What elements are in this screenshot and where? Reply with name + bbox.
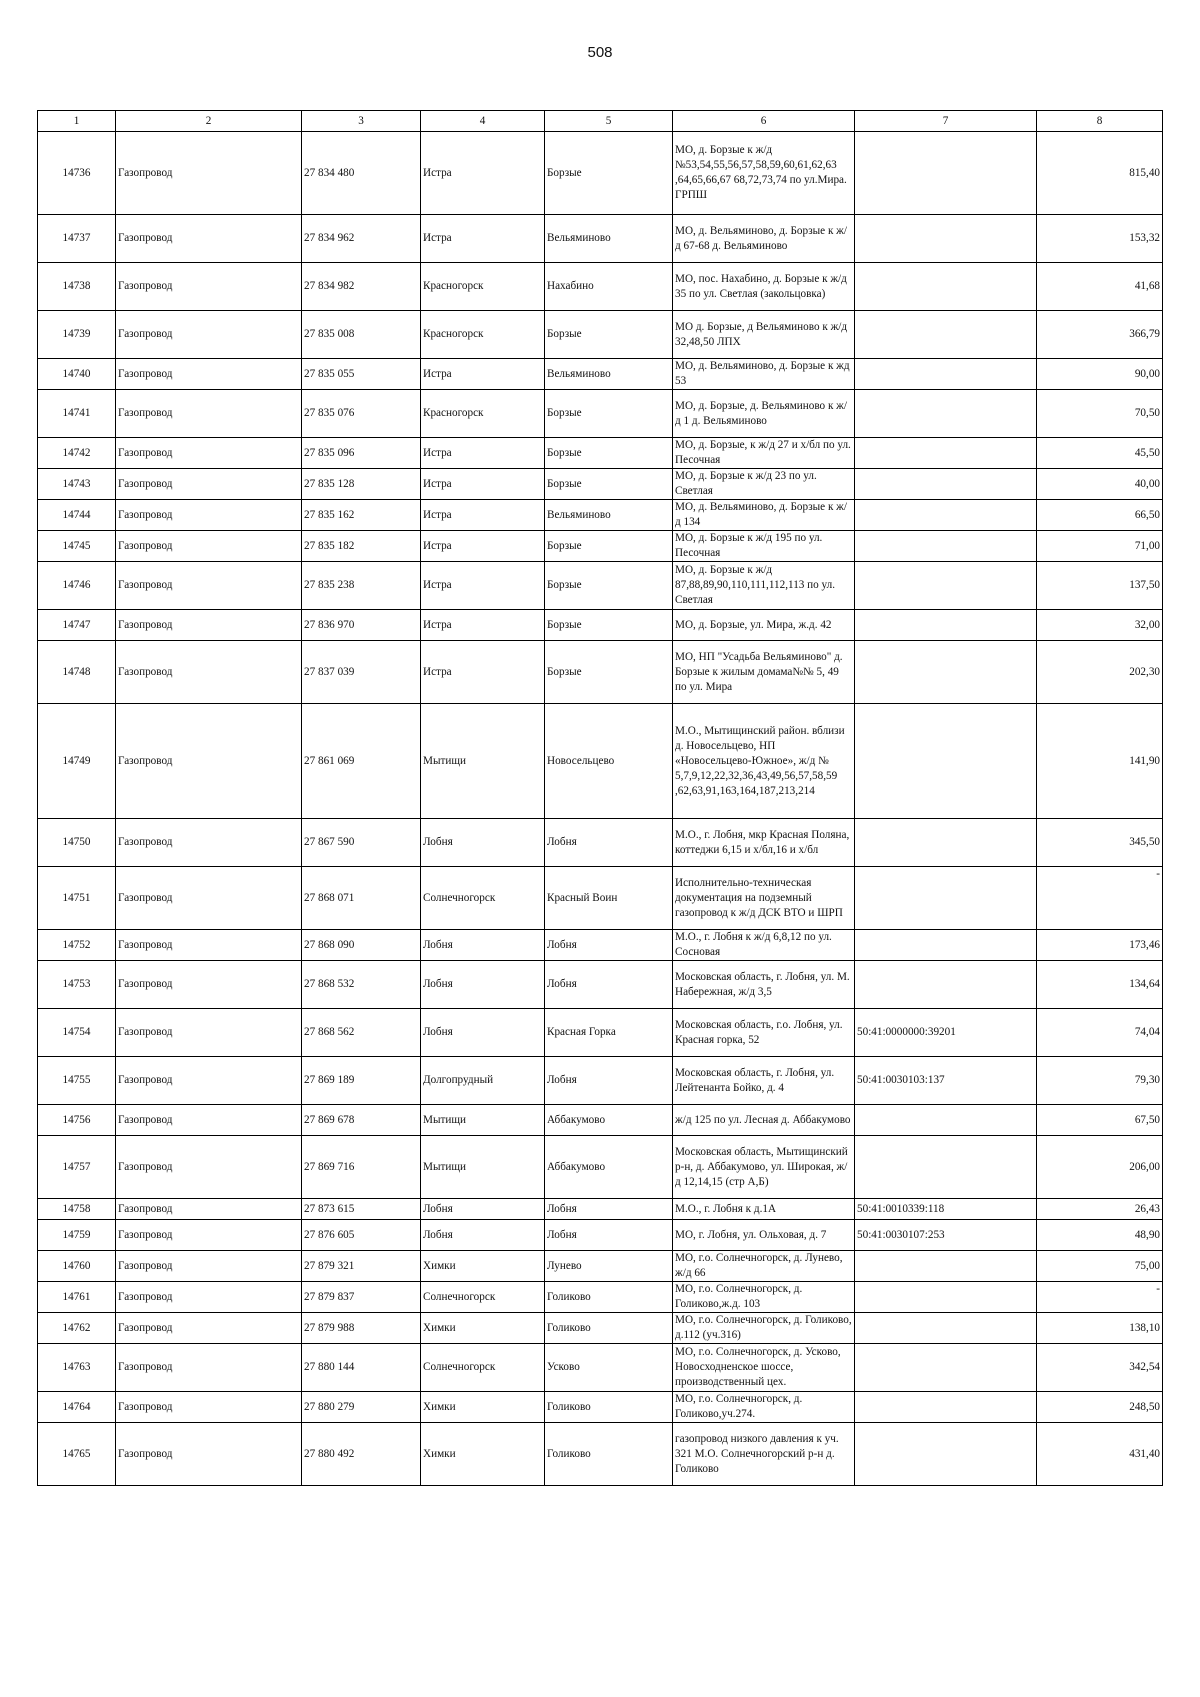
district-cell: Мытищи (421, 704, 545, 819)
table-row (38, 1105, 1163, 1136)
inventory-code-cell: 27 868 562 (302, 1009, 421, 1057)
district-cell: Солнечногорск (421, 1282, 545, 1313)
row-id-cell: 14753 (38, 961, 116, 1009)
object-type-cell: Газопровод (116, 132, 302, 215)
inventory-code-cell: 27 869 678 (302, 1105, 421, 1136)
address-cell: МО, д. Борзые, к ж/д 27 и х/бл по ул. Песочная (673, 438, 855, 469)
row-id-cell: 14754 (38, 1009, 116, 1057)
length-cell: 90,00 (1037, 359, 1163, 390)
address-cell: МО, д. Вельяминово, д. Борзые к жд 53 (673, 359, 855, 390)
row-id-cell: 14751 (38, 867, 116, 930)
cadastral-number-cell (855, 500, 1037, 531)
address-cell: МО, пос. Нахабино, д. Борзые к ж/д 35 по ул. Светлая (закольцовка) (673, 263, 855, 311)
district-cell: Истра (421, 215, 545, 263)
row-id-cell: 14744 (38, 500, 116, 531)
row-id-cell: 14741 (38, 390, 116, 438)
locality-cell: Вельяминово (545, 215, 673, 263)
inventory-code-cell: 27 869 716 (302, 1136, 421, 1199)
locality-cell: Борзые (545, 562, 673, 610)
row-id-cell: 14748 (38, 641, 116, 704)
cadastral-number-cell (855, 215, 1037, 263)
table-row (38, 1344, 1163, 1392)
inventory-code-cell: 27 835 128 (302, 469, 421, 500)
locality-cell: Голиково (545, 1423, 673, 1486)
length-cell: 202,30 (1037, 641, 1163, 704)
row-id-cell: 14745 (38, 531, 116, 562)
inventory-code-cell: 27 867 590 (302, 819, 421, 867)
locality-cell: Усково (545, 1344, 673, 1392)
table-row (38, 215, 1163, 263)
cadastral-number-cell (855, 263, 1037, 311)
object-type-cell: Газопровод (116, 531, 302, 562)
inventory-code-cell: 27 837 039 (302, 641, 421, 704)
inventory-code-cell: 27 835 162 (302, 500, 421, 531)
district-cell: Химки (421, 1313, 545, 1344)
cadastral-number-cell (855, 1251, 1037, 1282)
length-cell: 815,40 (1037, 132, 1163, 215)
address-cell: МО, д. Борзые к ж/д 195 по ул. Песочная (673, 531, 855, 562)
locality-cell: Аббакумово (545, 1136, 673, 1199)
locality-cell: Борзые (545, 610, 673, 641)
table-row (38, 610, 1163, 641)
district-cell: Истра (421, 641, 545, 704)
object-type-cell: Газопровод (116, 562, 302, 610)
inventory-code-cell: 27 835 182 (302, 531, 421, 562)
cadastral-number-cell (855, 562, 1037, 610)
address-cell: МО, г.о. Солнечногорск, д. Голиково,уч.274. (673, 1392, 855, 1423)
inventory-code-cell: 27 835 008 (302, 311, 421, 359)
length-cell: 248,50 (1037, 1392, 1163, 1423)
cadastral-number-cell (855, 438, 1037, 469)
object-type-cell: Газопровод (116, 1057, 302, 1105)
object-type-cell: Газопровод (116, 263, 302, 311)
length-cell: 134,64 (1037, 961, 1163, 1009)
district-cell: Химки (421, 1251, 545, 1282)
table-row (38, 1392, 1163, 1423)
address-cell: М.О., г. Лобня, мкр Красная Поляна, коттеджи 6,15 и х/бл,16 и х/бл (673, 819, 855, 867)
length-cell: 32,00 (1037, 610, 1163, 641)
cadastral-number-cell (855, 1392, 1037, 1423)
inventory-code-cell: 27 835 055 (302, 359, 421, 390)
object-type-cell: Газопровод (116, 215, 302, 263)
object-type-cell: Газопровод (116, 1282, 302, 1313)
column-header: 6 (673, 111, 855, 132)
district-cell: Лобня (421, 1009, 545, 1057)
length-cell: 173,46 (1037, 930, 1163, 961)
row-id-cell: 14763 (38, 1344, 116, 1392)
locality-cell: Борзые (545, 132, 673, 215)
cadastral-number-cell (855, 1313, 1037, 1344)
table-row (38, 1251, 1163, 1282)
cadastral-number-cell (855, 531, 1037, 562)
address-cell: Московская область, г. Лобня, ул. М. Набережная, ж/д 3,5 (673, 961, 855, 1009)
table-row (38, 1282, 1163, 1313)
district-cell: Лобня (421, 961, 545, 1009)
table-row (38, 132, 1163, 215)
inventory-code-cell: 27 835 076 (302, 390, 421, 438)
object-type-cell: Газопровод (116, 1009, 302, 1057)
length-cell: 138,10 (1037, 1313, 1163, 1344)
table-row (38, 500, 1163, 531)
length-cell: 431,40 (1037, 1423, 1163, 1486)
district-cell: Истра (421, 610, 545, 641)
row-id-cell: 14749 (38, 704, 116, 819)
address-cell: МО, д. Борзые к ж/д 87,88,89,90,110,111,112,113 по ул. Светлая (673, 562, 855, 610)
table-row (38, 311, 1163, 359)
length-cell: 74,04 (1037, 1009, 1163, 1057)
table-row (38, 1199, 1163, 1220)
object-type-cell: Газопровод (116, 390, 302, 438)
row-id-cell: 14738 (38, 263, 116, 311)
inventory-code-cell: 27 835 096 (302, 438, 421, 469)
object-type-cell: Газопровод (116, 930, 302, 961)
row-id-cell: 14742 (38, 438, 116, 469)
length-cell: 41,68 (1037, 263, 1163, 311)
length-cell: 79,30 (1037, 1057, 1163, 1105)
district-cell: Истра (421, 469, 545, 500)
inventory-code-cell: 27 868 090 (302, 930, 421, 961)
length-cell: - (1037, 1282, 1163, 1313)
address-cell: М.О., г. Лобня к д.1А (673, 1199, 855, 1220)
cadastral-number-cell (855, 641, 1037, 704)
row-id-cell: 14762 (38, 1313, 116, 1344)
inventory-code-cell: 27 876 605 (302, 1220, 421, 1251)
cadastral-number-cell (855, 1344, 1037, 1392)
row-id-cell: 14764 (38, 1392, 116, 1423)
column-header: 3 (302, 111, 421, 132)
locality-cell: Нахабино (545, 263, 673, 311)
gas-pipeline-registry-table (37, 110, 1163, 1486)
district-cell: Истра (421, 359, 545, 390)
district-cell: Лобня (421, 930, 545, 961)
table-row (38, 1313, 1163, 1344)
object-type-cell: Газопровод (116, 438, 302, 469)
district-cell: Химки (421, 1423, 545, 1486)
address-cell: МО, д. Вельяминово, д. Борзые к ж/д 67-68 д. Вельяминово (673, 215, 855, 263)
row-id-cell: 14761 (38, 1282, 116, 1313)
object-type-cell: Газопровод (116, 704, 302, 819)
cadastral-number-cell (855, 610, 1037, 641)
object-type-cell: Газопровод (116, 641, 302, 704)
locality-cell: Новосельцево (545, 704, 673, 819)
address-cell: Московская область, г. Лобня, ул. Лейтенанта Бойко, д. 4 (673, 1057, 855, 1105)
inventory-code-cell: 27 879 837 (302, 1282, 421, 1313)
address-cell: Московская область, г.о. Лобня, ул. Красная горка, 52 (673, 1009, 855, 1057)
inventory-code-cell: 27 868 071 (302, 867, 421, 930)
table-row (38, 438, 1163, 469)
object-type-cell: Газопровод (116, 1199, 302, 1220)
district-cell: Красногорск (421, 263, 545, 311)
object-type-cell: Газопровод (116, 867, 302, 930)
district-cell: Красногорск (421, 390, 545, 438)
table-row (38, 469, 1163, 500)
cadastral-number-cell (855, 132, 1037, 215)
row-id-cell: 14757 (38, 1136, 116, 1199)
object-type-cell: Газопровод (116, 1344, 302, 1392)
row-id-cell: 14752 (38, 930, 116, 961)
cadastral-number-cell (855, 390, 1037, 438)
object-type-cell: Газопровод (116, 469, 302, 500)
locality-cell: Голиково (545, 1282, 673, 1313)
cadastral-number-cell (855, 961, 1037, 1009)
row-id-cell: 14765 (38, 1423, 116, 1486)
district-cell: Истра (421, 438, 545, 469)
inventory-code-cell: 27 834 982 (302, 263, 421, 311)
length-cell: 26,43 (1037, 1199, 1163, 1220)
inventory-code-cell: 27 861 069 (302, 704, 421, 819)
cadastral-number-cell (855, 704, 1037, 819)
row-id-cell: 14760 (38, 1251, 116, 1282)
locality-cell: Борзые (545, 531, 673, 562)
cadastral-number-cell: 50:41:0010339:118 (855, 1199, 1037, 1220)
locality-cell: Борзые (545, 641, 673, 704)
district-cell: Лобня (421, 1220, 545, 1251)
row-id-cell: 14756 (38, 1105, 116, 1136)
table-row (38, 930, 1163, 961)
district-cell: Лобня (421, 1199, 545, 1220)
district-cell: Мытищи (421, 1136, 545, 1199)
length-cell: 137,50 (1037, 562, 1163, 610)
column-header: 8 (1037, 111, 1163, 132)
district-cell: Истра (421, 531, 545, 562)
locality-cell: Красный Воин (545, 867, 673, 930)
locality-cell: Голиково (545, 1313, 673, 1344)
address-cell: Московская область, Мытищинский р-н, д. Аббакумово, ул. Широкая, ж/д 12,14,15 (стр А,Б) (673, 1136, 855, 1199)
address-cell: МО, г.о. Солнечногорск, д. Голиково, д.112 (уч.316) (673, 1313, 855, 1344)
locality-cell: Лунево (545, 1251, 673, 1282)
length-cell: 67,50 (1037, 1105, 1163, 1136)
inventory-code-cell: 27 836 970 (302, 610, 421, 641)
length-cell: 71,00 (1037, 531, 1163, 562)
locality-cell: Лобня (545, 1057, 673, 1105)
column-header: 7 (855, 111, 1037, 132)
object-type-cell: Газопровод (116, 819, 302, 867)
address-cell: МО, г.о. Солнечногорск, д. Голиково,ж.д. 103 (673, 1282, 855, 1313)
address-cell: МО, д. Борзые, д. Вельяминово к ж/д 1 д. Вельяминово (673, 390, 855, 438)
row-id-cell: 14758 (38, 1199, 116, 1220)
object-type-cell: Газопровод (116, 311, 302, 359)
inventory-code-cell: 27 880 492 (302, 1423, 421, 1486)
address-cell: МО, д. Борзые, ул. Мира, ж.д. 42 (673, 610, 855, 641)
row-id-cell: 14747 (38, 610, 116, 641)
district-cell: Долгопрудный (421, 1057, 545, 1105)
table-row (38, 819, 1163, 867)
address-cell: М.О., г. Лобня к ж/д 6,8,12 по ул. Сосновая (673, 930, 855, 961)
district-cell: Химки (421, 1392, 545, 1423)
table-row (38, 704, 1163, 819)
row-id-cell: 14740 (38, 359, 116, 390)
row-id-cell: 14750 (38, 819, 116, 867)
address-cell: М.О., Мытищинский район. вблизи д. Новосельцево, НП «Новосельцево-Южное», ж/д № 5,7,9,12,22,32,36,43,49,56,57,58,59 ,62,63,91,163,164,187,213,214 (673, 704, 855, 819)
district-cell: Красногорск (421, 311, 545, 359)
length-cell: 153,32 (1037, 215, 1163, 263)
locality-cell: Вельяминово (545, 500, 673, 531)
object-type-cell: Газопровод (116, 1105, 302, 1136)
district-cell: Солнечногорск (421, 1344, 545, 1392)
column-number-header-row (38, 111, 1163, 132)
table-row (38, 531, 1163, 562)
address-cell: газопровод низкого давления к уч. 321 М.О. Солнечногорский р-н д. Голиково (673, 1423, 855, 1486)
table-row (38, 1220, 1163, 1251)
cadastral-number-cell: 50:41:0030107:253 (855, 1220, 1037, 1251)
page-number: 508 (587, 44, 613, 61)
cadastral-number-cell (855, 469, 1037, 500)
table-row (38, 867, 1163, 930)
column-header: 4 (421, 111, 545, 132)
cadastral-number-cell (855, 1136, 1037, 1199)
column-header: 5 (545, 111, 673, 132)
column-header: 1 (38, 111, 116, 132)
cadastral-number-cell (855, 819, 1037, 867)
row-id-cell: 14739 (38, 311, 116, 359)
table-row (38, 390, 1163, 438)
length-cell: 45,50 (1037, 438, 1163, 469)
inventory-code-cell: 27 868 532 (302, 961, 421, 1009)
table-row (38, 1136, 1163, 1199)
inventory-code-cell: 27 835 238 (302, 562, 421, 610)
cadastral-number-cell: 50:41:0000000:39201 (855, 1009, 1037, 1057)
length-cell: 345,50 (1037, 819, 1163, 867)
table-row (38, 641, 1163, 704)
row-id-cell: 14755 (38, 1057, 116, 1105)
inventory-code-cell: 27 869 189 (302, 1057, 421, 1105)
address-cell: Исполнительно-техническая документация на подземный газопровод к ж/д ДСК ВТО и ШРП (673, 867, 855, 930)
district-cell: Истра (421, 132, 545, 215)
row-id-cell: 14743 (38, 469, 116, 500)
length-cell: 141,90 (1037, 704, 1163, 819)
object-type-cell: Газопровод (116, 1313, 302, 1344)
cadastral-number-cell (855, 311, 1037, 359)
table-row (38, 961, 1163, 1009)
inventory-code-cell: 27 834 480 (302, 132, 421, 215)
district-cell: Истра (421, 562, 545, 610)
object-type-cell: Газопровод (116, 1423, 302, 1486)
locality-cell: Борзые (545, 469, 673, 500)
inventory-code-cell: 27 879 321 (302, 1251, 421, 1282)
locality-cell: Лобня (545, 819, 673, 867)
locality-cell: Голиково (545, 1392, 673, 1423)
length-cell: 366,79 (1037, 311, 1163, 359)
length-cell: 66,50 (1037, 500, 1163, 531)
length-cell: 40,00 (1037, 469, 1163, 500)
address-cell: МО, НП "Усадьба Вельяминово" д. Борзые к жилым домама№№ 5, 49 по ул. Мира (673, 641, 855, 704)
locality-cell: Лобня (545, 930, 673, 961)
table-row (38, 1057, 1163, 1105)
locality-cell: Борзые (545, 311, 673, 359)
object-type-cell: Газопровод (116, 1251, 302, 1282)
address-cell: МО, г.о. Солнечногорск, д. Лунево, ж/д 66 (673, 1251, 855, 1282)
district-cell: Мытищи (421, 1105, 545, 1136)
object-type-cell: Газопровод (116, 610, 302, 641)
cadastral-number-cell (855, 359, 1037, 390)
length-cell: 206,00 (1037, 1136, 1163, 1199)
cadastral-number-cell (855, 1423, 1037, 1486)
object-type-cell: Газопровод (116, 1220, 302, 1251)
locality-cell: Аббакумово (545, 1105, 673, 1136)
cadastral-number-cell (855, 1105, 1037, 1136)
address-cell: МО, д. Борзые к ж/д №53,54,55,56,57,58,59,60,61,62,63 ,64,65,66,67 68,72,73,74 по ул.Мира. ГРПШ (673, 132, 855, 215)
locality-cell: Борзые (545, 390, 673, 438)
address-cell: МО д. Борзые, д Вельяминово к ж/д 32,48,50 ЛПХ (673, 311, 855, 359)
address-cell: МО, д. Борзые к ж/д 23 по ул. Светлая (673, 469, 855, 500)
length-cell: - (1037, 867, 1163, 930)
length-cell: 342,54 (1037, 1344, 1163, 1392)
locality-cell: Лобня (545, 961, 673, 1009)
locality-cell: Лобня (545, 1199, 673, 1220)
object-type-cell: Газопровод (116, 500, 302, 531)
row-id-cell: 14746 (38, 562, 116, 610)
locality-cell: Вельяминово (545, 359, 673, 390)
district-cell: Истра (421, 500, 545, 531)
inventory-code-cell: 27 880 144 (302, 1344, 421, 1392)
cadastral-number-cell (855, 930, 1037, 961)
column-header: 2 (116, 111, 302, 132)
inventory-code-cell: 27 879 988 (302, 1313, 421, 1344)
row-id-cell: 14736 (38, 132, 116, 215)
cadastral-number-cell (855, 1282, 1037, 1313)
table-row (38, 263, 1163, 311)
object-type-cell: Газопровод (116, 961, 302, 1009)
length-cell: 48,90 (1037, 1220, 1163, 1251)
locality-cell: Борзые (545, 438, 673, 469)
row-id-cell: 14737 (38, 215, 116, 263)
table-row (38, 562, 1163, 610)
object-type-cell: Газопровод (116, 1392, 302, 1423)
object-type-cell: Газопровод (116, 359, 302, 390)
address-cell: МО, г.о. Солнечногорск, д. Усково, Новосходненское шоссе, производственный цех. (673, 1344, 855, 1392)
length-cell: 75,00 (1037, 1251, 1163, 1282)
cadastral-number-cell: 50:41:0030103:137 (855, 1057, 1037, 1105)
table-row (38, 359, 1163, 390)
inventory-code-cell: 27 834 962 (302, 215, 421, 263)
object-type-cell: Газопровод (116, 1136, 302, 1199)
table-row (38, 1009, 1163, 1057)
address-cell: ж/д 125 по ул. Лесная д. Аббакумово (673, 1105, 855, 1136)
row-id-cell: 14759 (38, 1220, 116, 1251)
address-cell: МО, г. Лобня, ул. Ольховая, д. 7 (673, 1220, 855, 1251)
table-row (38, 1423, 1163, 1486)
length-cell: 70,50 (1037, 390, 1163, 438)
locality-cell: Лобня (545, 1220, 673, 1251)
district-cell: Солнечногорск (421, 867, 545, 930)
address-cell: МО, д. Вельяминово, д. Борзые к ж/д 134 (673, 500, 855, 531)
district-cell: Лобня (421, 819, 545, 867)
inventory-code-cell: 27 873 615 (302, 1199, 421, 1220)
locality-cell: Красная Горка (545, 1009, 673, 1057)
cadastral-number-cell (855, 867, 1037, 930)
inventory-code-cell: 27 880 279 (302, 1392, 421, 1423)
